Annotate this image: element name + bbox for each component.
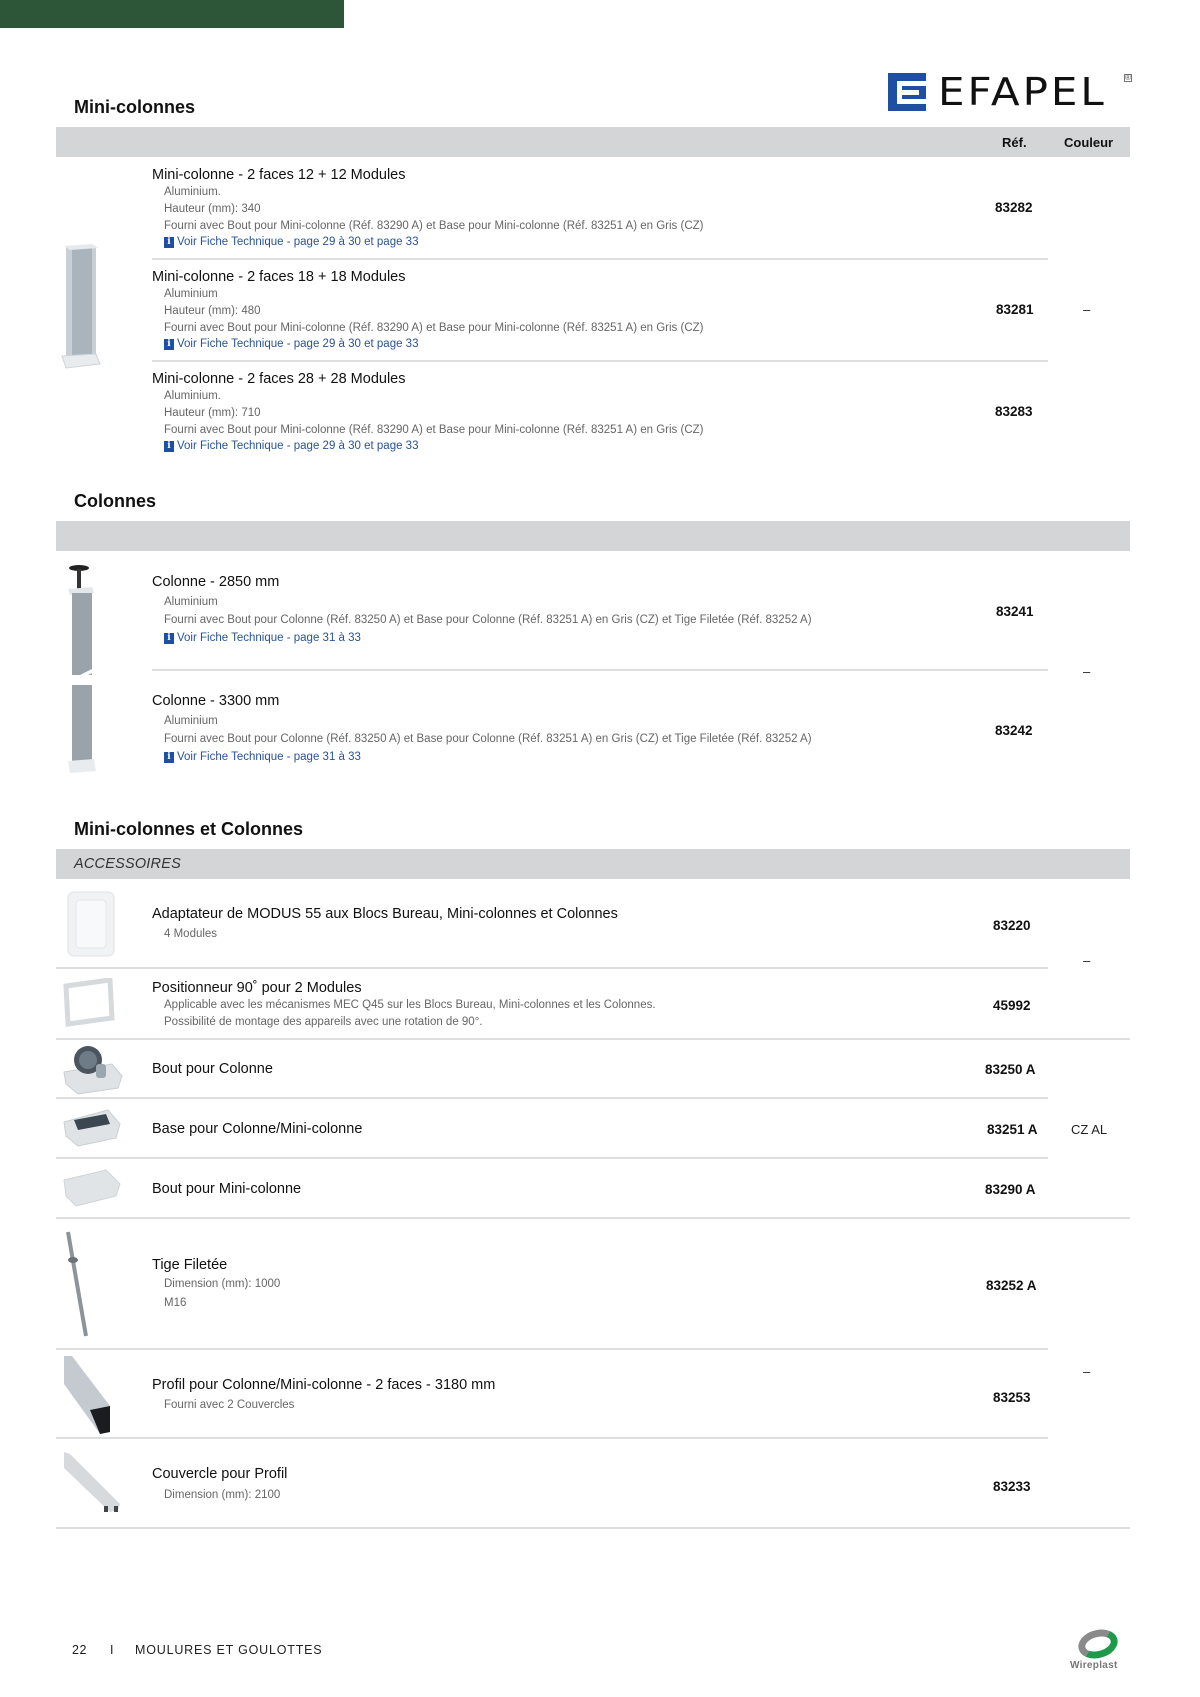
product-title: Adaptateur de MODUS 55 aux Blocs Bureau, Mini-colonnes et Colonnes — [152, 906, 618, 922]
info-icon: i — [164, 339, 174, 350]
product-ref: 83283 — [995, 404, 1033, 419]
profile-image — [62, 1354, 116, 1436]
product-ref: 83252 A — [986, 1278, 1037, 1293]
info-icon: i — [164, 633, 174, 644]
product-detail: Hauteur (mm): 710 — [164, 407, 261, 419]
product-detail: Hauteur (mm): 480 — [164, 305, 261, 317]
row-divider — [56, 1157, 1048, 1159]
color-value: – — [1083, 1364, 1091, 1379]
color-value: – — [1083, 953, 1091, 968]
datasheet-link[interactable]: i Voir Fiche Technique - page 29 à 30 et page 33 — [164, 236, 418, 248]
product-title: Base pour Colonne/Mini-colonne — [152, 1121, 363, 1137]
product-detail: Aluminium. — [164, 390, 221, 402]
band-label-accessoires: ACCESSOIRES — [74, 856, 181, 872]
product-detail: Fourni avec Bout pour Colonne (Réf. 83250 A) et Base pour Colonne (Réf. 83251 A) en Gris (CZ) et Tige Filetée (Réf. 83252 A) — [164, 614, 812, 626]
wireplast-ring-icon — [1075, 1625, 1121, 1662]
column-base-image — [62, 1106, 124, 1148]
row-divider — [56, 1217, 1130, 1219]
row-divider — [56, 1038, 1130, 1040]
section-title-mini-colonnes: Mini-colonnes — [74, 97, 195, 117]
product-title: Mini-colonne - 2 faces 18 + 18 Modules — [152, 269, 406, 285]
datasheet-link[interactable]: i Voir Fiche Technique - page 31 à 33 — [164, 632, 361, 644]
product-title: Bout pour Mini-colonne — [152, 1181, 302, 1197]
row-divider — [56, 1527, 1130, 1529]
product-detail: Fourni avec Bout pour Mini-colonne (Réf. 83290 A) et Base pour Mini-colonne (Réf. 83251 A) en Gris (CZ) — [164, 220, 704, 232]
product-detail: Fourni avec Bout pour Mini-colonne (Réf. 83290 A) et Base pour Mini-colonne (Réf. 83251 A) en Gris (CZ) — [164, 322, 704, 334]
threaded-rod-image — [62, 1230, 92, 1340]
page-number: 22 — [72, 1643, 87, 1657]
column-header-color: Couleur — [1064, 135, 1114, 150]
table-header-band — [56, 521, 1130, 551]
row-divider — [56, 1348, 1048, 1350]
footer-section-label: MOULURES ET GOULOTTES — [135, 1643, 323, 1657]
product-detail: Fourni avec Bout pour Mini-colonne (Réf. 83290 A) et Base pour Mini-colonne (Réf. 83251 A) en Gris (CZ) — [164, 424, 704, 436]
accessories-band — [56, 849, 1130, 879]
product-ref: 83233 — [993, 1479, 1031, 1494]
wireplast-logo — [1068, 1622, 1130, 1674]
row-divider — [56, 967, 1048, 969]
mini-column-end-cap-image — [62, 1166, 124, 1208]
product-detail: Aluminium — [164, 596, 218, 608]
cover-image — [62, 1450, 122, 1516]
product-ref: 45992 — [993, 998, 1031, 1013]
product-detail: Applicable avec les mécanismes MEC Q45 sur les Blocs Bureau, Mini-colonnes et les Colonnes. — [164, 999, 656, 1011]
product-title: Tige Filetée — [152, 1257, 228, 1273]
section-title-colonnes: Colonnes — [74, 491, 157, 511]
row-divider — [56, 1097, 1048, 1099]
product-title: Bout pour Colonne — [152, 1061, 273, 1077]
product-ref: 83251 A — [987, 1122, 1038, 1137]
product-ref: 83220 — [993, 918, 1031, 933]
product-detail: Dimension (mm): 2100 — [164, 1489, 281, 1501]
info-icon: i — [164, 752, 174, 763]
product-ref: 83290 A — [985, 1182, 1036, 1197]
product-title: Mini-colonne - 2 faces 28 + 28 Modules — [152, 371, 406, 387]
efapel-e-logo-icon — [888, 73, 926, 111]
product-title: Profil pour Colonne/Mini-colonne - 2 faces - 3180 mm — [152, 1377, 496, 1393]
product-title: Colonne - 2850 mm — [152, 574, 280, 590]
product-detail: M16 — [164, 1297, 187, 1309]
product-title: Mini-colonne - 2 faces 12 + 12 Modules — [152, 167, 406, 183]
product-detail: Aluminium. — [164, 186, 221, 198]
row-divider — [56, 1437, 1048, 1439]
product-title: Couvercle pour Profil — [152, 1466, 288, 1482]
colonne-image — [62, 563, 102, 778]
product-detail: Aluminium — [164, 715, 218, 727]
brand-name: EFAPEL — [938, 69, 1107, 115]
product-title: Positionneur 90˚ pour 2 Modules — [152, 980, 362, 996]
info-icon: i — [164, 441, 174, 452]
section-title-accessories: Mini-colonnes et Colonnes — [74, 819, 304, 839]
product-detail: Aluminium — [164, 288, 218, 300]
footer-separator: I — [110, 1643, 114, 1657]
product-detail: Fourni avec 2 Couvercles — [164, 1399, 295, 1411]
row-divider — [152, 360, 1048, 362]
efapel-logo — [888, 69, 1131, 115]
color-value: – — [1083, 664, 1091, 679]
product-ref: 83242 — [995, 723, 1033, 738]
registered-icon: ® — [1125, 73, 1131, 82]
datasheet-link[interactable]: i Voir Fiche Technique - page 31 à 33 — [164, 751, 361, 763]
product-detail: Possibilité de montage des appareils avec une rotation de 90°. — [164, 1016, 483, 1028]
info-icon: i — [164, 237, 174, 248]
row-divider — [152, 258, 1048, 260]
column-header-ref: Réf. — [1002, 135, 1027, 150]
column-end-cap-image — [62, 1042, 124, 1096]
product-detail: 4 Modules — [164, 928, 218, 940]
product-detail: Dimension (mm): 1000 — [164, 1278, 281, 1290]
product-ref: 83253 — [993, 1390, 1031, 1405]
row-divider — [152, 669, 1048, 671]
product-ref: 83250 A — [985, 1062, 1036, 1077]
product-detail: Hauteur (mm): 340 — [164, 203, 261, 215]
datasheet-link[interactable]: i Voir Fiche Technique - page 29 à 30 et page 33 — [164, 338, 418, 350]
top-accent-bar — [0, 0, 344, 28]
mini-colonne-image — [60, 240, 104, 375]
product-ref: 83241 — [996, 604, 1034, 619]
table-header-band — [56, 127, 1130, 157]
product-detail: Fourni avec Bout pour Colonne (Réf. 83250 A) et Base pour Colonne (Réf. 83251 A) en Gris (CZ) et Tige Filetée (Réf. 83252 A) — [164, 733, 812, 745]
color-value: – — [1083, 302, 1091, 317]
product-title: Colonne - 3300 mm — [152, 693, 280, 709]
wireplast-name: Wireplast — [1070, 1660, 1118, 1671]
positioner-image — [62, 978, 116, 1028]
product-ref: 83281 — [996, 302, 1034, 317]
product-ref: 83282 — [995, 200, 1033, 215]
color-value: CZ AL — [1071, 1122, 1108, 1137]
datasheet-link[interactable]: i Voir Fiche Technique - page 29 à 30 et page 33 — [164, 440, 418, 452]
adapter-image — [62, 888, 122, 960]
